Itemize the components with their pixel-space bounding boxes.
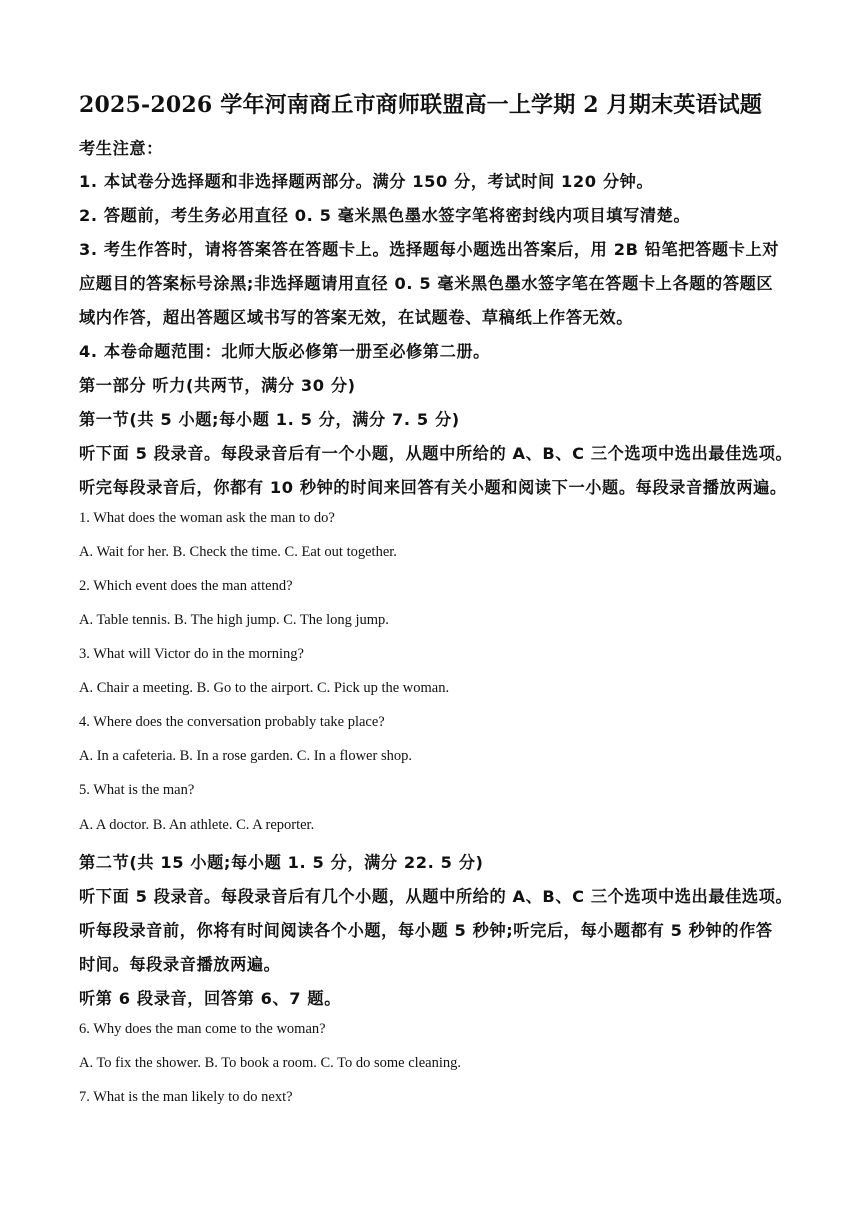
notice-item: 应题目的答案标号涂黑;非选择题请用直径 0. 5 毫米黑色墨水签字笔在答题卡上各题的答题区 — [79, 274, 774, 293]
question: 7. What is the man likely to do next? — [79, 1089, 293, 1105]
section1-heading: 第一节(共 5 小题;每小题 1. 5 分，满分 7. 5 分) — [79, 410, 460, 429]
options: A. In a cafeteria. B. In a rose garden. C. In a flower shop. — [79, 748, 412, 764]
question: 3. What will Victor do in the morning? — [79, 646, 304, 662]
section2-instruction: 听下面 5 段录音。每段录音后有几个小题，从题中所给的 A、B、C 三个选项中选出最佳选项。 — [79, 887, 793, 906]
notice-item: 1. 本试卷分选择题和非选择题两部分。满分 150 分，考试时间 120 分钟。 — [79, 172, 654, 191]
options: A. Table tennis. B. The high jump. C. The long jump. — [79, 612, 389, 628]
question: 2. Which event does the man attend? — [79, 578, 293, 594]
notice-item: 2. 答题前，考生务必用直径 0. 5 毫米黑色墨水签字笔将密封线内项目填写清楚。 — [79, 206, 691, 225]
options: A. Chair a meeting. B. Go to the airport. C. Pick up the woman. — [79, 680, 450, 696]
options: A. Wait for her. B. Check the time. C. Eat out together. — [79, 544, 397, 560]
question: 6. Why does the man come to the woman? — [79, 1021, 326, 1037]
part1-heading: 第一部分 听力(共两节，满分 30 分) — [79, 376, 356, 395]
notice-heading: 考生注意： — [79, 139, 163, 158]
section1-instruction: 听下面 5 段录音。每段录音后有一个小题，从题中所给的 A、B、C 三个选项中选出最佳选项。 — [79, 444, 793, 463]
section2-instruction: 时间。每段录音播放两遍。 — [79, 955, 281, 974]
options: A. To fix the shower. B. To book a room. C. To do some cleaning. — [79, 1055, 461, 1071]
question: 1. What does the woman ask the man to do? — [79, 510, 335, 526]
question: 5. What is the man? — [79, 782, 195, 798]
section2-heading: 第二节(共 15 小题;每小题 1. 5 分，满分 22. 5 分) — [79, 853, 484, 872]
question: 4. Where does the conversation probably take place? — [79, 714, 385, 730]
notice-item: 域内作答，超出答题区域书写的答案无效，在试题卷、草稿纸上作答无效。 — [79, 308, 633, 327]
notice-item: 4. 本卷命题范围：北师大版必修第一册至必修第二册。 — [79, 342, 490, 361]
section1-instruction: 听完每段录音后，你都有 10 秒钟的时间来回答有关小题和阅读下一小题。每段录音播放两遍。 — [79, 478, 787, 497]
recording6-heading: 听第 6 段录音，回答第 6、7 题。 — [79, 989, 341, 1008]
notice-item: 3. 考生作答时，请将答案答在答题卡上。选择题每小题选出答案后，用 2B 铅笔把答题卡上对 — [79, 240, 780, 259]
page-title: 2025-2026 学年河南商丘市商师联盟高一上学期 2 月期末英语试题 — [79, 92, 763, 118]
options: A. A doctor. B. An athlete. C. A reporter. — [79, 817, 315, 833]
section2-instruction: 听每段录音前，你将有时间阅读各个小题，每小题 5 秒钟;听完后，每小题都有 5 秒钟的作答 — [79, 921, 773, 940]
